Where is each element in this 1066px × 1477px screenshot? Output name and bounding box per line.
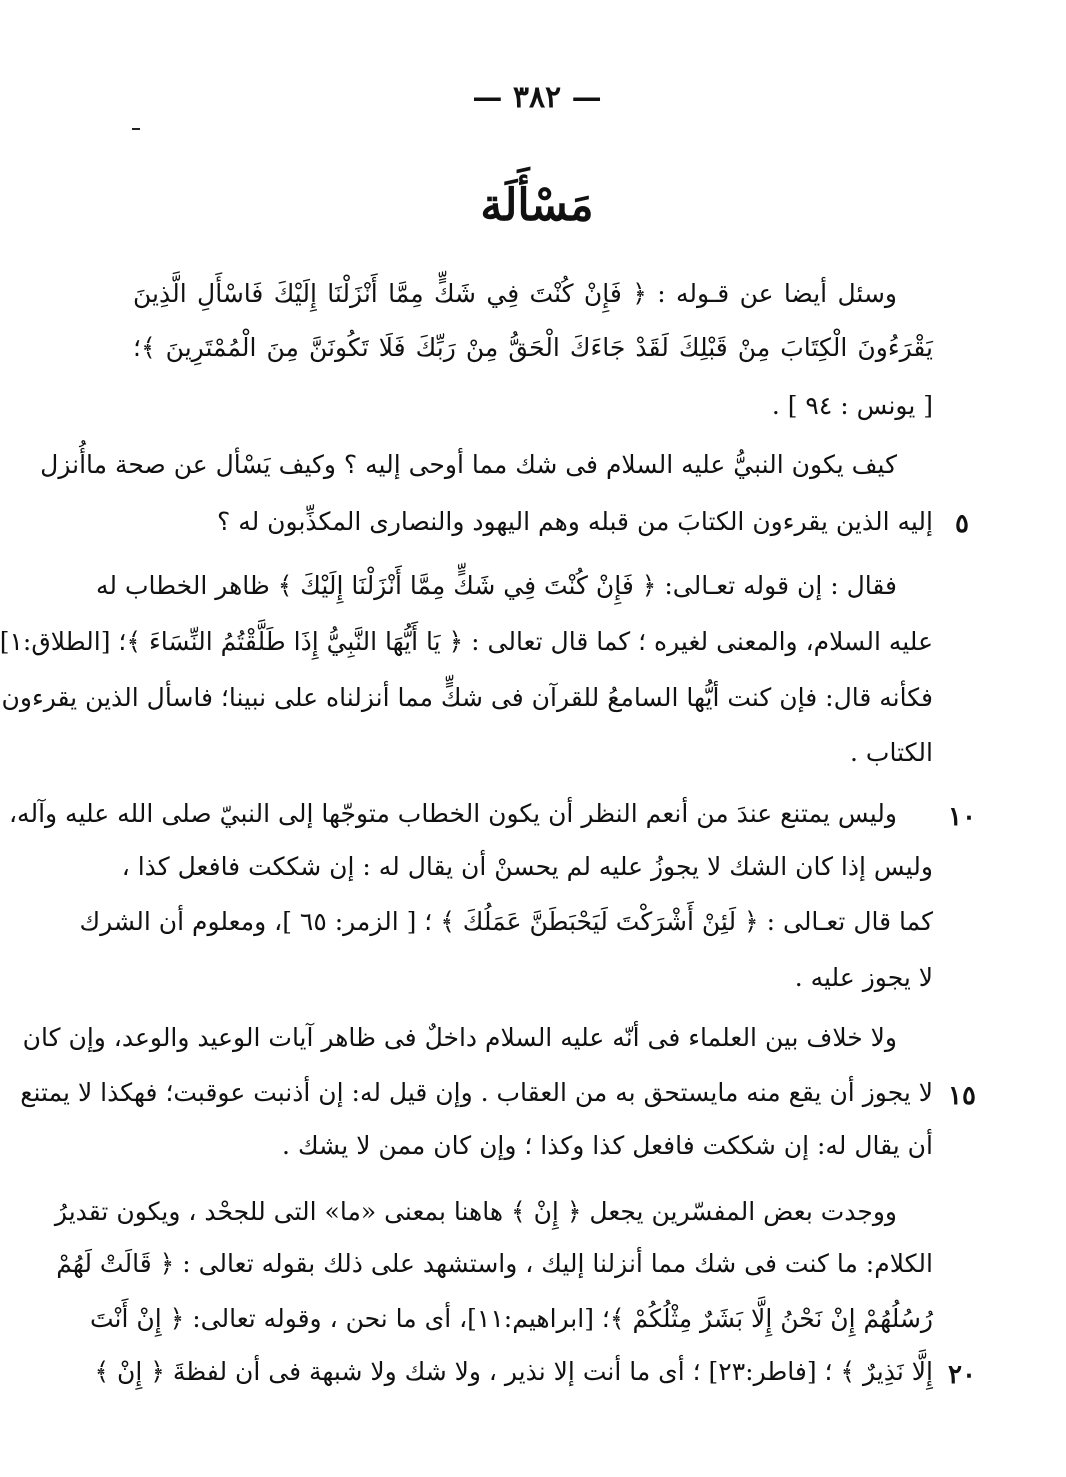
text-line-19: رُسُلُهُمْ إِنْ نَحْنُ إِلَّا بَشَرٌ مِثْلُكُمْ ﴾؛ [ابراهيم:١١]، أى ما نحن ، وقوله تعالى: ﴿ إِنْ أَنْتَ [89, 1304, 933, 1333]
text-line-12: كما قال تعـالى : ﴿ لَئِنْ أَشْرَكْتَ لَيَحْبَطَنَّ عَمَلُكَ ﴾ ؛ [ الزمر: ٦٥ ]، ومعلوم أن الشرك [79, 907, 933, 936]
text-line-8: فكأنه قال: فإن كنت أيُّها السامعُ للقرآن فى شكٍّ مما أنزلناه على نبينا؛ فاسأل الذين يقرءون [1, 683, 933, 712]
text-line-9: الكتاب . [850, 738, 933, 767]
text-line-2: يَقْرَءُونَ الْكِتَابَ مِنْ قَبْلِكَ لَقَدْ جَاءَكَ الْحَقُّ مِنْ رَبِّكَ فَلَا تَكُونَنَّ مِنَ الْمُمْتَرِينَ ﴾؛ [133, 333, 933, 362]
text-line-6: فقال : إن قوله تعـالى: ﴿ فَإِنْ كُنْتَ فِي شَكٍّ مِمَّا أَنْزَلْنَا إِلَيْكَ ﴾ ظاهر الخطاب له [96, 571, 897, 600]
margin-mark [132, 128, 140, 130]
text-line-1: وسئل أيضا عن قـوله : ﴿ فَإِنْ كُنْتَ فِي شَكٍّ مِمَّا أَنْزَلْنَا إِلَيْكَ فَاسْأَلِ الَّذِينَ [133, 279, 897, 308]
text-line-11: وليس إذا كان الشك لا يجوزُ عليه لم يحسنْ أن يقال له : إن شككت فافعل كذا ، [121, 852, 933, 881]
text-line-14: ولا خلاف بين العلماء فى أنّه عليه السلام داخلٌ فى ظاهر آيات الوعيد والوعد، وإن كان [22, 1023, 897, 1052]
page-number: — ٣٨٢ — [472, 80, 602, 115]
text-line-15: لا يجوز أن يقع منه مايستحق به من العقاب . وإن قيل له: إن أذنبت عوقبت؛ فهكذا لا يمتنع [20, 1078, 933, 1107]
text-line-3: [ يونس : ٩٤ ] . [771, 391, 933, 420]
line-number-10: ١٠ [948, 802, 976, 832]
text-line-4: كيف يكون النبيُّ عليه السلام فى شك مما أوحى إليه ؟ وكيف يَسْأل عن صحة ماأُنزل [40, 450, 897, 479]
line-number-5: ٥ [955, 509, 969, 539]
text-line-10: وليس يمتنع عندَ من أنعم النظر أن يكون الخطاب متوجّها إلى النبيّ صلى الله عليه وآله، [8, 799, 897, 828]
line-number-15: ١٥ [948, 1081, 976, 1111]
text-line-20: إِلَّا نَذِيرٌ ﴾ ؛ [فاطر:٢٣] ؛ أى ما أنت إلا نذير ، ولا شك ولا شبهة فى أن لفظةَ ﴿ إِنْ ﴾ [94, 1357, 933, 1386]
text-line-7: عليه السلام، والمعنى لغيره ؛ كما قال تعالى : ﴿ يَا أَيُّهَا النَّبِيُّ إِذَا طَلَّقْتُمُ النِّسَاءَ ﴾؛ [الطلاق:١] [0, 627, 933, 656]
text-line-17: ووجدت بعض المفسّرين يجعل ﴿ إِنْ ﴾ هاهنا بمعنى «ما» التى للجحْد ، ويكون تقديرُ [54, 1197, 897, 1226]
text-line-16: أن يقال له: إن شككت فافعل كذا وكذا ؛ وإن كان ممن لا يشك . [282, 1131, 933, 1160]
line-number-20: ٢٠ [948, 1360, 976, 1390]
text-line-18: الكلام: ما كنت فى شك مما أنزلنا إليك ، واستشهد على ذلك بقوله تعالى : ﴿ قَالَتْ لَهُمْ [56, 1249, 933, 1278]
section-heading: مَسْأَلَة [480, 180, 594, 231]
text-line-5: إليه الذين يقرءون الكتابَ من قبله وهم اليهود والنصارى المكذِّبون له ؟ [216, 507, 933, 536]
text-line-13: لا يجوز عليه . [794, 963, 933, 992]
